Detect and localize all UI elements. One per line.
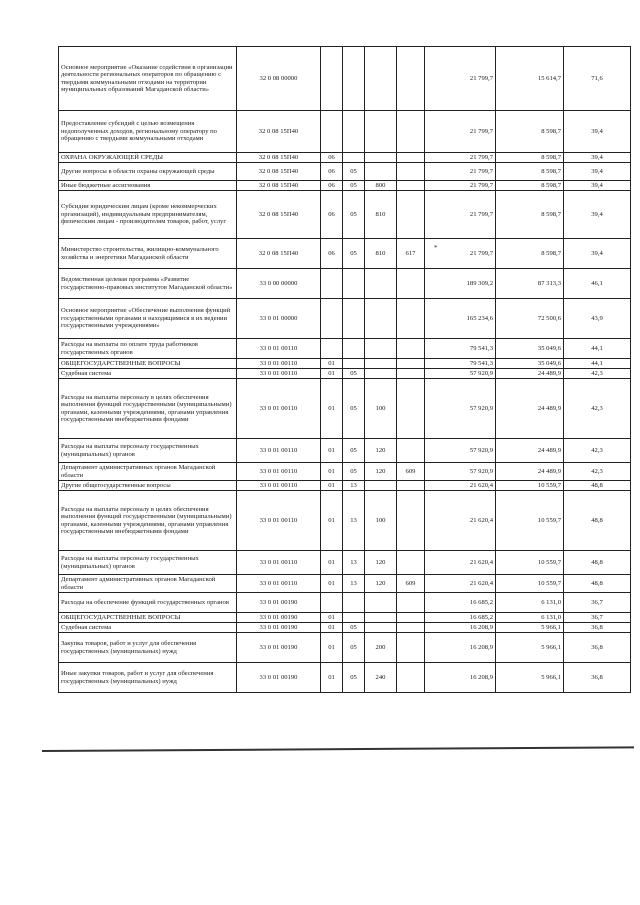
budget-table-body: [59, 47, 631, 693]
row-planned-amount: 16 685,2: [425, 613, 496, 623]
table-row: [59, 191, 631, 239]
row-target-article: 33 0 01 00190: [237, 613, 321, 623]
row-planned-amount: 21 620,4: [425, 575, 496, 593]
row-percent: 48,8: [564, 575, 631, 593]
row-planned-amount: 57 920,9: [425, 369, 496, 379]
row-section: 06: [321, 163, 343, 181]
row-subsection: [343, 269, 365, 299]
row-subsection: 05: [343, 239, 365, 269]
table-row: [59, 269, 631, 299]
row-percent: 42,3: [564, 369, 631, 379]
row-expense-type: 800: [365, 181, 397, 191]
row-administrator: [397, 623, 425, 633]
row-subsection: 13: [343, 551, 365, 575]
row-target-article: 33 0 01 00110: [237, 463, 321, 481]
row-percent: 42,3: [564, 439, 631, 463]
row-section: [321, 299, 343, 339]
table-row: [59, 299, 631, 339]
row-name: Закупка товаров, работ и услуг для обеспечения государственных (муниципальных) нужд: [59, 633, 237, 663]
row-administrator: [397, 191, 425, 239]
row-name: ОБЩЕГОСУДАРСТВЕННЫЕ ВОПРОСЫ: [59, 359, 237, 369]
row-planned-amount: 21 799,7: [425, 239, 496, 269]
row-administrator: [397, 47, 425, 111]
row-target-article: 33 0 01 00110: [237, 379, 321, 439]
row-actual-amount: 8 598,7: [496, 111, 564, 153]
row-administrator: [397, 663, 425, 693]
row-actual-amount: 8 598,7: [496, 163, 564, 181]
row-actual-amount: 8 598,7: [496, 153, 564, 163]
table-row: [59, 613, 631, 623]
row-name: Иные закупки товаров, работ и услуг для обеспечения государственных (муниципальных) нужд: [59, 663, 237, 693]
row-expense-type: [365, 369, 397, 379]
row-name: ОХРАНА ОКРУЖАЮЩЕЙ СРЕДЫ: [59, 153, 237, 163]
row-target-article: 32 0 08 00000: [237, 47, 321, 111]
row-name: Расходы на выплаты персоналу государственных (муниципальных) органов: [59, 551, 237, 575]
row-expense-type: 810: [365, 191, 397, 239]
row-section: [321, 593, 343, 613]
row-target-article: 32 0 08 15П40: [237, 163, 321, 181]
table-row: [59, 111, 631, 153]
row-percent: 44,1: [564, 359, 631, 369]
table-row: [59, 439, 631, 463]
row-expense-type: 120: [365, 551, 397, 575]
row-target-article: 33 0 01 00110: [237, 359, 321, 369]
row-actual-amount: 10 559,7: [496, 491, 564, 551]
row-subsection: [343, 47, 365, 111]
row-target-article: 33 0 01 00110: [237, 369, 321, 379]
row-subsection: 05: [343, 181, 365, 191]
row-administrator: [397, 379, 425, 439]
row-planned-amount: 21 799,7: [425, 191, 496, 239]
row-subsection: 13: [343, 481, 365, 491]
row-section: [321, 47, 343, 111]
row-actual-amount: 72 500,6: [496, 299, 564, 339]
row-administrator: [397, 153, 425, 163]
row-name: Расходы на выплаты по оплате труда работников государственных органов: [59, 339, 237, 359]
budget-table: [58, 46, 631, 693]
row-percent: 48,8: [564, 481, 631, 491]
row-actual-amount: 24 489,9: [496, 463, 564, 481]
row-subsection: 05: [343, 369, 365, 379]
row-expense-type: [365, 623, 397, 633]
row-administrator: [397, 551, 425, 575]
row-administrator: 609: [397, 575, 425, 593]
row-administrator: [397, 181, 425, 191]
row-section: [321, 339, 343, 359]
row-percent: 71,6: [564, 47, 631, 111]
row-target-article: 33 0 01 00190: [237, 593, 321, 613]
row-subsection: [343, 359, 365, 369]
table-row: [59, 163, 631, 181]
row-section: 01: [321, 481, 343, 491]
row-planned-amount: 165 234,6: [425, 299, 496, 339]
row-planned-amount: 57 920,9: [425, 463, 496, 481]
row-expense-type: [365, 153, 397, 163]
row-name: Департамент административных органов Магаданской области: [59, 575, 237, 593]
table-row: [59, 623, 631, 633]
row-subsection: [343, 613, 365, 623]
row-section: 01: [321, 663, 343, 693]
row-planned-amount: 189 309,2: [425, 269, 496, 299]
row-percent: 39,4: [564, 191, 631, 239]
bottom-divider: [42, 746, 634, 752]
row-target-article: 33 0 01 00110: [237, 551, 321, 575]
row-name: Расходы на выплаты персоналу в целях обеспечения выполнения функций государственными (муниципальными) органами, казенными учреждениями, органами управления государственными внебюджетными фондами: [59, 379, 237, 439]
row-target-article: 33 0 01 00110: [237, 575, 321, 593]
row-actual-amount: 87 313,3: [496, 269, 564, 299]
row-expense-type: [365, 269, 397, 299]
row-section: 01: [321, 613, 343, 623]
row-actual-amount: 10 559,7: [496, 551, 564, 575]
row-section: 01: [321, 491, 343, 551]
row-name: Другие общегосударственные вопросы: [59, 481, 237, 491]
row-target-article: 33 0 01 00000: [237, 299, 321, 339]
row-planned-amount: 21 620,4: [425, 491, 496, 551]
row-actual-amount: 10 559,7: [496, 575, 564, 593]
row-administrator: [397, 163, 425, 181]
row-expense-type: 100: [365, 379, 397, 439]
row-expense-type: [365, 359, 397, 369]
row-section: 01: [321, 439, 343, 463]
row-administrator: [397, 481, 425, 491]
table-row: [59, 47, 631, 111]
row-actual-amount: 35 049,6: [496, 359, 564, 369]
row-name: Ведомственная целевая программа «Развитие государственно-правовых институтов Магаданской области»: [59, 269, 237, 299]
row-administrator: [397, 111, 425, 153]
row-actual-amount: 5 966,1: [496, 623, 564, 633]
row-planned-amount: 21 799,7: [425, 153, 496, 163]
row-target-article: 33 0 00 00000: [237, 269, 321, 299]
table-row: [59, 369, 631, 379]
row-subsection: 05: [343, 379, 365, 439]
table-row: [59, 181, 631, 191]
row-name: ОБЩЕГОСУДАРСТВЕННЫЕ ВОПРОСЫ: [59, 613, 237, 623]
row-name: Судебная система: [59, 623, 237, 633]
row-percent: 43,9: [564, 299, 631, 339]
table-row: [59, 575, 631, 593]
row-planned-amount: 79 541,3: [425, 359, 496, 369]
row-section: 01: [321, 379, 343, 439]
row-subsection: 05: [343, 191, 365, 239]
row-expense-type: 120: [365, 575, 397, 593]
row-percent: 36,8: [564, 663, 631, 693]
row-percent: 46,1: [564, 269, 631, 299]
row-expense-type: [365, 481, 397, 491]
table-row: [59, 593, 631, 613]
row-name: Предоставление субсидий с целью возмещения недополученных доходов, региональному оператору по обращению с твердыми коммунальными отходами: [59, 111, 237, 153]
row-administrator: 617: [397, 239, 425, 269]
row-target-article: 32 0 08 15П40: [237, 239, 321, 269]
row-planned-amount: 21 799,7: [425, 181, 496, 191]
row-section: 06: [321, 181, 343, 191]
row-expense-type: [365, 299, 397, 339]
row-actual-amount: 24 489,9: [496, 369, 564, 379]
row-actual-amount: 15 614,7: [496, 47, 564, 111]
row-target-article: 33 0 01 00110: [237, 481, 321, 491]
row-administrator: [397, 359, 425, 369]
row-percent: 39,4: [564, 239, 631, 269]
row-name: Основное мероприятие «Оказание содействия в организации деятельности региональных операторов по обращению с твердыми коммунальными отходами на территории муниципальных образований Магаданской области»: [59, 47, 237, 111]
table-row: [59, 379, 631, 439]
row-subsection: 05: [343, 163, 365, 181]
table-row: [59, 481, 631, 491]
row-administrator: [397, 613, 425, 623]
row-target-article: 33 0 01 00190: [237, 633, 321, 663]
row-actual-amount: 24 489,9: [496, 439, 564, 463]
row-actual-amount: 5 966,1: [496, 633, 564, 663]
table-row: [59, 633, 631, 663]
row-planned-amount: 79 541,3: [425, 339, 496, 359]
row-section: [321, 269, 343, 299]
row-administrator: [397, 299, 425, 339]
row-section: 01: [321, 633, 343, 663]
row-expense-type: [365, 163, 397, 181]
row-planned-amount: 16 208,9: [425, 623, 496, 633]
row-name: Департамент административных органов Магаданской области: [59, 463, 237, 481]
row-name: Основное мероприятие «Обеспечение выполнения функций государственными органами и находящимися в их ведении государственными учреждениями»: [59, 299, 237, 339]
table-row: [59, 491, 631, 551]
row-section: 06: [321, 153, 343, 163]
row-actual-amount: 35 049,6: [496, 339, 564, 359]
row-planned-amount: 21 620,4: [425, 551, 496, 575]
row-name: Расходы на обеспечение функций государственных органов: [59, 593, 237, 613]
row-administrator: [397, 269, 425, 299]
row-target-article: 32 0 08 15П40: [237, 111, 321, 153]
row-planned-amount: 57 920,9: [425, 379, 496, 439]
row-administrator: [397, 369, 425, 379]
row-expense-type: 200: [365, 633, 397, 663]
row-percent: 36,7: [564, 593, 631, 613]
row-name: Расходы на выплаты персоналу в целях обеспечения выполнения функций государственными (муниципальными) органами, казенными учреждениями, органами управления государственными внебюджетными фондами: [59, 491, 237, 551]
row-subsection: 13: [343, 575, 365, 593]
row-target-article: 32 0 08 15П40: [237, 191, 321, 239]
row-actual-amount: 8 598,7: [496, 181, 564, 191]
row-planned-amount: 16 208,9: [425, 663, 496, 693]
row-name: Иные бюджетные ассигнования: [59, 181, 237, 191]
row-percent: 48,8: [564, 491, 631, 551]
row-section: 06: [321, 239, 343, 269]
row-target-article: 33 0 01 00190: [237, 663, 321, 693]
row-administrator: 609: [397, 463, 425, 481]
row-percent: 42,3: [564, 463, 631, 481]
row-section: 01: [321, 575, 343, 593]
row-subsection: [343, 153, 365, 163]
row-target-article: 32 0 08 15П40: [237, 181, 321, 191]
row-expense-type: [365, 47, 397, 111]
row-expense-type: [365, 111, 397, 153]
row-expense-type: 240: [365, 663, 397, 693]
row-subsection: 13: [343, 491, 365, 551]
row-subsection: 05: [343, 463, 365, 481]
row-subsection: [343, 339, 365, 359]
row-percent: 42,3: [564, 379, 631, 439]
asterisk-mark: *: [434, 244, 438, 252]
table-row: [59, 359, 631, 369]
row-section: 01: [321, 551, 343, 575]
row-name: Министерство строительства, жилищно-коммунального хозяйства и энергетики Магаданской области: [59, 239, 237, 269]
row-percent: 44,1: [564, 339, 631, 359]
row-actual-amount: 6 131,0: [496, 613, 564, 623]
row-expense-type: [365, 613, 397, 623]
row-percent: 48,8: [564, 551, 631, 575]
row-subsection: 05: [343, 633, 365, 663]
row-percent: 36,8: [564, 623, 631, 633]
table-row: [59, 663, 631, 693]
row-subsection: 05: [343, 439, 365, 463]
row-target-article: 33 0 01 00110: [237, 439, 321, 463]
row-name: Судебная система: [59, 369, 237, 379]
row-planned-amount: 21 620,4: [425, 481, 496, 491]
row-expense-type: [365, 593, 397, 613]
row-actual-amount: 5 966,1: [496, 663, 564, 693]
row-subsection: [343, 593, 365, 613]
row-actual-amount: 24 489,9: [496, 379, 564, 439]
row-expense-type: 810: [365, 239, 397, 269]
row-section: 01: [321, 369, 343, 379]
row-administrator: [397, 439, 425, 463]
row-percent: 36,8: [564, 633, 631, 663]
row-administrator: [397, 633, 425, 663]
row-name: Субсидии юридическим лицам (кроме некоммерческих организаций), индивидуальным предпринимателям, физическим лицам - производителям товаров, работ, услуг: [59, 191, 237, 239]
row-expense-type: 120: [365, 463, 397, 481]
row-percent: 39,4: [564, 181, 631, 191]
row-percent: 36,7: [564, 613, 631, 623]
row-target-article: 33 0 01 00110: [237, 339, 321, 359]
row-planned-amount: 21 799,7: [425, 111, 496, 153]
row-section: 01: [321, 359, 343, 369]
row-actual-amount: 8 598,7: [496, 239, 564, 269]
row-administrator: [397, 491, 425, 551]
row-planned-amount: 21 799,7: [425, 163, 496, 181]
row-planned-amount: 21 799,7: [425, 47, 496, 111]
row-expense-type: 120: [365, 439, 397, 463]
row-name: Другие вопросы в области охраны окружающей среды: [59, 163, 237, 181]
row-subsection: 05: [343, 663, 365, 693]
row-expense-type: 100: [365, 491, 397, 551]
row-percent: 39,4: [564, 163, 631, 181]
row-percent: 39,4: [564, 111, 631, 153]
row-target-article: 33 0 01 00110: [237, 491, 321, 551]
row-section: 01: [321, 623, 343, 633]
row-target-article: 32 0 08 15П40: [237, 153, 321, 163]
row-planned-amount: 57 920,9: [425, 439, 496, 463]
row-name: Расходы на выплаты персоналу государственных (муниципальных) органов: [59, 439, 237, 463]
row-section: 01: [321, 463, 343, 481]
row-planned-amount: 16 208,9: [425, 633, 496, 663]
row-actual-amount: 6 131,0: [496, 593, 564, 613]
table-row: [59, 551, 631, 575]
table-row: [59, 463, 631, 481]
row-section: [321, 111, 343, 153]
row-percent: 39,4: [564, 153, 631, 163]
row-expense-type: [365, 339, 397, 359]
table-row: [59, 339, 631, 359]
table-row: [59, 239, 631, 269]
table-row: [59, 153, 631, 163]
row-subsection: [343, 111, 365, 153]
row-subsection: [343, 299, 365, 339]
row-target-article: 33 0 01 00190: [237, 623, 321, 633]
row-actual-amount: 8 598,7: [496, 191, 564, 239]
row-administrator: [397, 339, 425, 359]
row-actual-amount: 10 559,7: [496, 481, 564, 491]
row-planned-amount: 16 685,2: [425, 593, 496, 613]
row-administrator: [397, 593, 425, 613]
row-subsection: 05: [343, 623, 365, 633]
row-section: 06: [321, 191, 343, 239]
